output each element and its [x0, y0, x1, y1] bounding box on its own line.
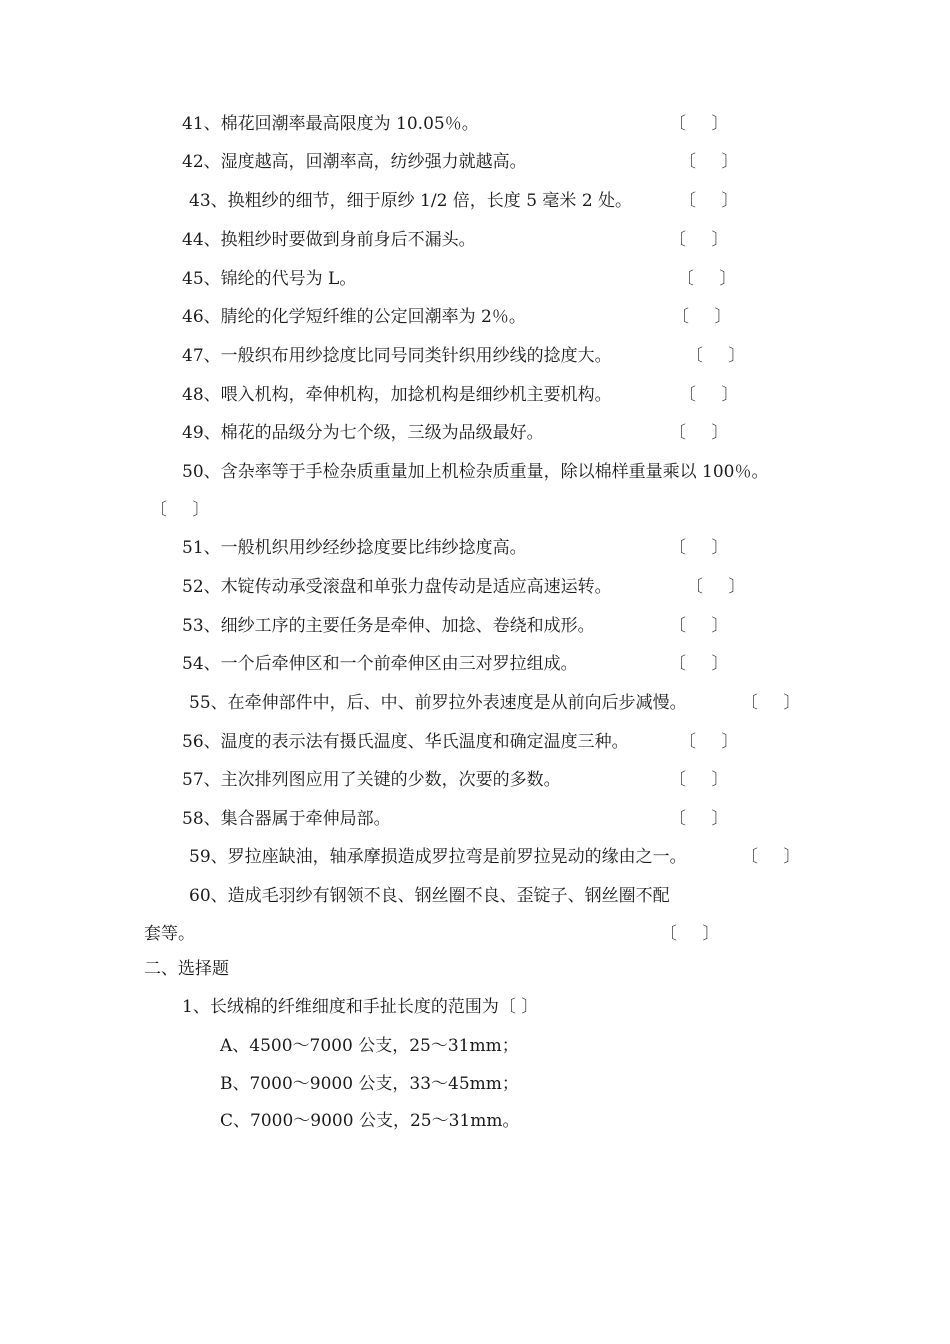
answer-bracket[interactable]: 〔 〕: [669, 616, 739, 636]
answer-bracket[interactable]: 〔 〕: [679, 732, 749, 752]
answer-bracket[interactable]: 〔 〕: [669, 114, 739, 134]
answer-bracket[interactable]: 〔 〕: [686, 577, 756, 597]
item-45-text: 45、锦纶的代号为 L。: [182, 269, 357, 289]
item-58-text: 58、集合器属于牵伸局部。: [182, 809, 391, 829]
item-49-text: 49、棉花的品级分为七个级，三级为品级最好。: [182, 423, 544, 443]
answer-bracket[interactable]: 〔 〕: [677, 269, 747, 289]
answer-bracket[interactable]: 〔 〕: [741, 693, 811, 713]
item-56-text: 56、温度的表示法有摄氏温度、华氏温度和确定温度三种。: [182, 732, 629, 752]
answer-bracket[interactable]: 〔 〕: [669, 770, 739, 790]
question-1-text: 1、长绒棉的纤维细度和手扯长度的范围为〔 〕: [182, 997, 539, 1017]
answer-bracket[interactable]: 〔 〕: [669, 809, 739, 829]
option-a[interactable]: A、4500～7000 公支，25～31mm；: [220, 1036, 519, 1056]
answer-bracket[interactable]: 〔 〕: [669, 423, 739, 443]
item-60-text-cont: 套等。: [144, 924, 195, 944]
answer-bracket[interactable]: 〔 〕: [679, 152, 749, 172]
item-42-text: 42、湿度越高，回潮率高，纺纱强力就越高。: [182, 152, 527, 172]
option-c[interactable]: C、7000～9000 公支，25～31mm。: [220, 1111, 520, 1131]
item-52-text: 52、木锭传动承受滚盘和单张力盘传动是适应高速运转。: [182, 577, 612, 597]
item-43-text: 43、换粗纱的细节，细于原纱 1/2 倍，长度 5 毫米 2 处。: [189, 191, 633, 211]
answer-bracket[interactable]: 〔 〕: [679, 191, 749, 211]
answer-bracket[interactable]: 〔 〕: [686, 346, 756, 366]
item-46-text: 46、腈纶的化学短纤维的公定回潮率为 2％。: [182, 307, 526, 327]
item-54-text: 54、一个后牵伸区和一个前牵伸区由三对罗拉组成。: [182, 654, 578, 674]
answer-bracket[interactable]: 〔 〕: [741, 847, 811, 867]
item-48-text: 48、喂入机构，牵伸机构，加捻机构是细纱机主要机构。: [182, 385, 612, 405]
answer-bracket[interactable]: 〔 〕: [669, 230, 739, 250]
option-b[interactable]: B、7000～9000 公支，33～45mm；: [220, 1074, 519, 1094]
answer-bracket[interactable]: 〔 〕: [669, 654, 739, 674]
item-60-text: 60、造成毛羽纱有钢领不良、钢丝圈不良、歪锭子、钢丝圈不配: [189, 886, 670, 906]
item-50-text: 50、含杂率等于手检杂质重量加上机检杂质重量，除以棉样重量乘以 100％。: [182, 462, 769, 482]
item-55-text: 55、在牵伸部件中，后、中、前罗拉外表速度是从前向后步减慢。: [189, 693, 687, 713]
item-44-text: 44、换粗纱时要做到身前身后不漏头。: [182, 230, 476, 250]
item-41-text: 41、棉花回潮率最高限度为 10.05％。: [182, 114, 479, 134]
answer-bracket[interactable]: 〔 〕: [669, 538, 739, 558]
item-47-text: 47、一般织布用纱捻度比同号同类针织用纱线的捻度大。: [182, 346, 612, 366]
section-title: 二、选择题: [144, 959, 229, 979]
item-59-text: 59、罗拉座缺油，轴承摩损造成罗拉弯是前罗拉晃动的缘由之一。: [189, 847, 687, 867]
item-51-text: 51、一般机织用纱经纱捻度要比纬纱捻度高。: [182, 538, 527, 558]
item-57-text: 57、主次排列图应用了关键的少数，次要的多数。: [182, 770, 561, 790]
answer-bracket[interactable]: 〔 〕: [679, 385, 749, 405]
item-53-text: 53、细纱工序的主要任务是牵伸、加捻、卷绕和成形。: [182, 616, 595, 636]
answer-bracket[interactable]: 〔 〕: [660, 924, 730, 944]
answer-bracket[interactable]: 〔 〕: [150, 500, 220, 520]
answer-bracket[interactable]: 〔 〕: [672, 307, 742, 327]
